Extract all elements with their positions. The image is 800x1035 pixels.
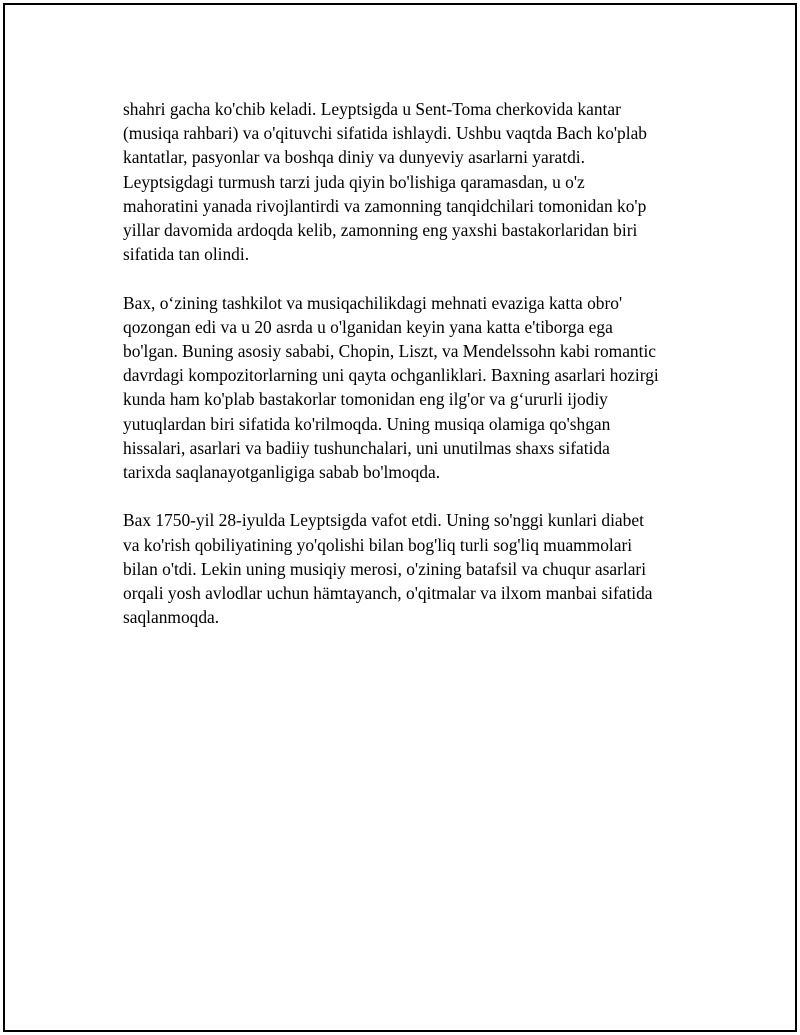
paragraph-3: Bax 1750-yil 28-iyulda Leyptsigda vafot etdi. Uning so'nggi kunlari diabet va ko'rish qobiliyatining yo'qolishi bilan bog'liq turli sog'liq muammolari bilan o'tdi. Lekin uning musiqiy merosi, o'zining batafsil va chuqur asarlari orqali yosh avlodlar uchun hämtayanch, o'qitmalar va ilxom manbai sifatida saqlanmoqda. xyxy=(123,510,653,628)
page-frame xyxy=(3,3,797,1032)
paragraph-1: shahri gacha ko'chib keladi. Leyptsigda u Sent-Toma cherkovida kantar (musiqa rahbari) va o'qituvchi sifatida ishlaydi. Ushbu vaqtda Bach ko'plab kantatlar, pasyonlar va boshqa diniy va dunyeviy asarlarni yaratdi. Leyptsigdagi turmush tarzi juda qiyin bo'lishiga qaramasdan, u o'z mahoratini yanada rivojlantirdi va zamonning tanqidchilari tomonidan ko'p yillar davomida ardoqda kelib, zamonning eng yaxshi bastakorlaridan biri sifatida tan olindi. xyxy=(123,99,647,265)
paragraph-2: Bax, o‘zining tashkilot va musiqachilikdagi mehnati evaziga katta obro' qozongan edi va u 20 asrda u o'lganidan keyin yana katta e'tiborga ega bo'lgan. Buning asosiy sababi, Chopin, Liszt, va Mendelssohn kabi romantic davrdagi kompozitorlarning uni qayta ochganliklari. Baxning asarlari hozirgi kunda ham ko'plab bastakorlar tomonidan eng ilg'or va g‘ururli ijodiy yutuqlardan biri sifatida ko'rilmoqda. Uning musiqa olamiga qo'shgan hissalari, asarlari va badiiy tushunchalari, uni unutilmas shaxs sifatida tarixda saqlanayotganligiga sabab bo'lmoqda. xyxy=(123,292,659,483)
document-body xyxy=(123,97,713,654)
